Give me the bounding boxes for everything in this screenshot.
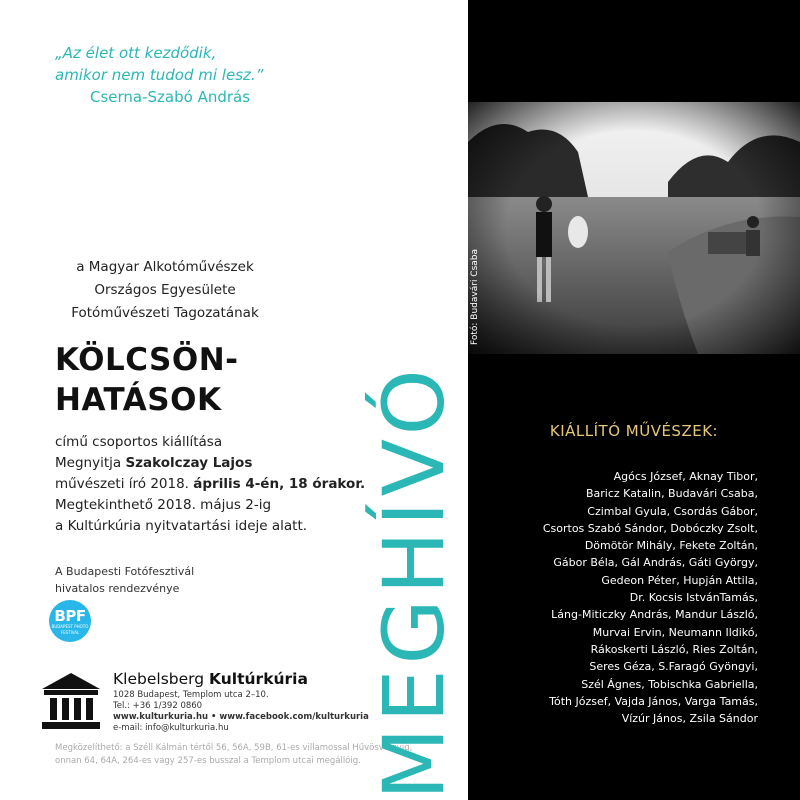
title-line-1: KÖLCSÖN- [55, 342, 239, 378]
details-line-4: Megtekinthető 2018. május 2-ig [55, 497, 272, 513]
quote [55, 42, 315, 86]
artists-list [520, 468, 758, 727]
organizer-line-3: Fotóművészeti Tagozatának [71, 305, 259, 321]
opening-date: április 4-én, 18 órakor. [193, 476, 366, 492]
artists-line: Láng-Miticzky András, Mandur László, [551, 608, 758, 622]
artists-line: Dr. Kocsis IstvánTamás, [629, 591, 758, 605]
venue-name [113, 670, 308, 688]
venue-phone: Tel.: +36 1/392 0860 [113, 701, 203, 711]
venue-name-regular: Klebelsberg [113, 670, 210, 688]
organizer-line-2: Országos Egyesülete [94, 282, 236, 298]
artists-line: Dömötör Mihály, Fekete Zoltán, [584, 539, 758, 553]
venue-info [113, 690, 369, 734]
exhibition-title [55, 340, 239, 420]
venue-web[interactable]: www.kulturkuria.hu • www.facebook.com/kulturkuria [113, 712, 369, 722]
opener-name: Szakolczay Lajos [125, 455, 253, 471]
invitation-word: MEGHÍVÓ [365, 364, 463, 800]
organizer-line-1: a Magyar Alkotóművészek [76, 259, 254, 275]
details-date-prefix: művészeti író 2018. [55, 476, 194, 492]
access-line-2: onnan 64, 64A, 264-es vagy 257-es busszal a Templom utcai megállóig. [55, 756, 361, 766]
artists-line: Csortos Szabó Sándor, Dobóczky Zsolt, [542, 521, 758, 535]
bpf-logo-text: BPF [54, 607, 86, 625]
artists-line: Tóth József, Vajda János, Varga Tamás, [549, 694, 758, 708]
artists-line: Gedeon Péter, Hupján Attila, [601, 573, 758, 587]
artists-line: Vízúr János, Zsila Sándor [621, 712, 758, 726]
artists-line: Seres Géza, S.Faragó Gyöngyi, [589, 660, 758, 674]
artists-line: Szél Ágnes, Tobischka Gabriella, [581, 677, 758, 691]
organizer [55, 256, 275, 325]
details-line-3 [55, 474, 365, 495]
artists-heading: KIÁLLÍTÓ MŰVÉSZEK: [549, 422, 719, 440]
access-info [55, 742, 412, 768]
festival-note [55, 563, 194, 597]
artists-line: Gábor Béla, Gál András, Gáti György, [553, 556, 758, 570]
details-line-5: a Kultúrkúria nyitvatartási ideje alatt. [55, 518, 308, 534]
photo-credit: Fotó: Budavári Csaba [470, 248, 480, 345]
bpf-logo-subtext: BUDAPEST PHOTO FESTIVAL [51, 624, 89, 635]
title-line-2: HATÁSOK [55, 382, 222, 418]
building-icon [40, 671, 102, 731]
details-line-1: című csoportos kiállítása [55, 434, 223, 450]
access-line-1: Megközelíthető: a Széll Kálmán tértől 56, 56A, 59B, 61-es villamossal Hűvösvölgyig, [55, 743, 413, 753]
details-line-2 [55, 453, 365, 474]
exhibition-details [55, 432, 365, 537]
artists-line: Czimbal Gyula, Csordás Gábor, [587, 504, 758, 518]
quote-line-2: amikor nem tudod mi lesz.” [55, 66, 264, 84]
bpf-logo [49, 600, 91, 642]
festival-line-2: hivatalos rendezvénye [55, 582, 180, 595]
artists-line: Rákoskerti László, Ries Zoltán, [590, 642, 758, 656]
details-opener-prefix: Megnyitja [55, 455, 126, 471]
venue-name-bold: Kultúrkúria [209, 670, 308, 688]
artists-line: Murvai Ervin, Neumann Ildikó, [592, 625, 758, 639]
exhibition-photo [468, 102, 800, 354]
artists-line: Agócs József, Aknay Tibor, [613, 470, 758, 483]
festival-line-1: A Budapesti Fotófesztivál [55, 565, 195, 578]
venue-email[interactable]: e-mail: info@kulturkuria.hu [113, 723, 229, 733]
venue-address: 1028 Budapest, Templom utca 2–10. [113, 690, 269, 700]
river-photo-illustration [468, 102, 800, 354]
artists-line: Baricz Katalin, Budavári Csaba, [585, 487, 758, 501]
quote-line-1: „Az élet ott kezdődik, [55, 44, 217, 62]
quote-author: Cserna-Szabó András [90, 88, 251, 106]
